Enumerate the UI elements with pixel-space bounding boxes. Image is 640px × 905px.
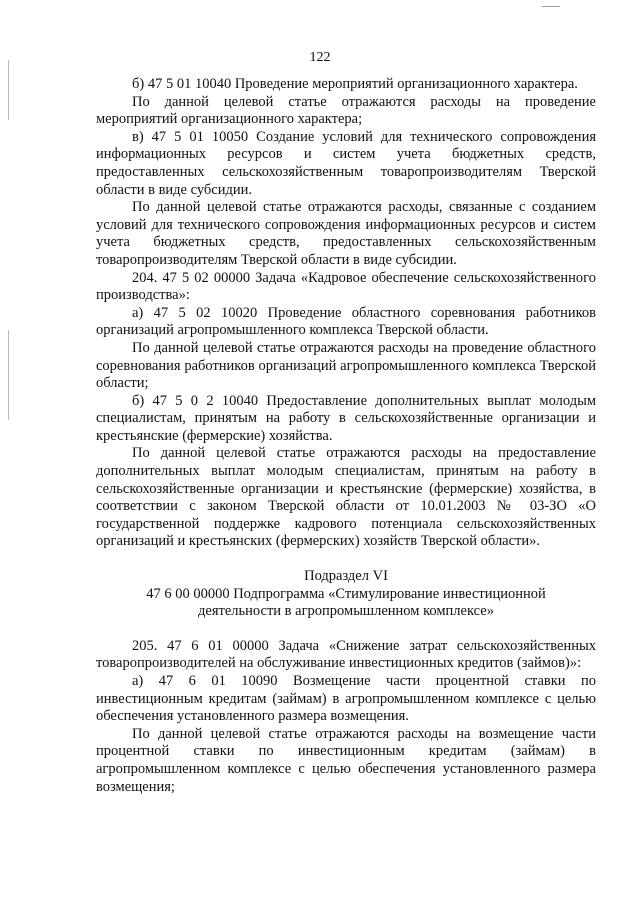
spacer	[96, 621, 596, 638]
subsection-title: Подраздел VI	[304, 568, 388, 585]
scan-edge-mark	[8, 60, 9, 120]
paragraph: б) 47 5 0 2 10040 Предоставление дополнительных выплат молодым специалистам, принятым на работу в сельскохозяйственные организации и крестьянские (фермерские) хозяйства.	[96, 392, 596, 444]
scan-edge-mark	[8, 330, 9, 420]
document-body	[96, 76, 596, 796]
paragraph: 204. 47 5 02 00000 Задача «Кадровое обеспечение сельскохозяйственного производства»:	[96, 269, 596, 304]
subprogram-title-line-2: деятельности в агропромышленном комплексе»	[198, 603, 494, 620]
spacer	[96, 551, 596, 568]
paragraph: По данной целевой статье отражаются расходы на возмещение части процентной ставки по инвестиционным кредитам (займам) в агропромышленном комплексе с целью обеспечения установленного размера возмещения;	[96, 725, 596, 795]
paragraph: а) 47 6 01 10090 Возмещение части процентной ставки по инвестиционным кредитам (займам) в агропромышленном комплексе с целью обеспечения установленного размера возмещения.	[96, 673, 596, 725]
page-number: 122	[309, 50, 331, 65]
paragraph: 205. 47 6 01 00000 Задача «Снижение затрат сельскохозяйственных товаропроизводителей на обслуживание инвестиционных кредитов (займов)»:	[96, 637, 596, 672]
paragraph: По данной целевой статье отражаются расходы, связанные с созданием условий для технического сопровождения информационных ресурсов и систем учета бюджетных средств, предоставленных сельскохозяйственным товаропроизводителям Тверской области в виде субсидии.	[96, 199, 596, 268]
scan-mark	[542, 6, 560, 7]
paragraph: а) 47 5 02 10020 Проведение областного соревнования работников организаций агропромышленного комплекса Тверской области.	[96, 304, 596, 339]
paragraph: в) 47 5 01 10050 Создание условий для технического сопровождения информационных ресурсов и систем учета бюджетных средств, предоставленных сельскохозяйственным товаропроизводителям Тверской области в виде субсидии.	[96, 128, 596, 198]
paragraph: б) 47 5 01 10040 Проведение мероприятий организационного характера.	[132, 76, 578, 92]
paragraph: По данной целевой статье отражаются расходы на предоставление дополнительных выплат молодым специалистам, принятым на работу в сельскохозяйственные организации и крестьянские (фермерские) хозяйства, в соответствии с законом Тверской области от 10.01.2003 № 03-ЗО «О государственной поддержке кадрового потенциала сельскохозяйственных организаций и крестьянских (фермерских) хозяйств Тверской области».	[96, 445, 596, 550]
paragraph: По данной целевой статье отражаются расходы на проведение областного соревнования работников организаций агропромышленного комплекса Тверской области;	[96, 339, 596, 392]
subprogram-title-line-1: 47 6 00 00000 Подпрограмма «Стимулирование инвестиционной	[146, 585, 546, 602]
paragraph: По данной целевой статье отражаются расходы на проведение мероприятий организационного характера;	[96, 93, 596, 128]
